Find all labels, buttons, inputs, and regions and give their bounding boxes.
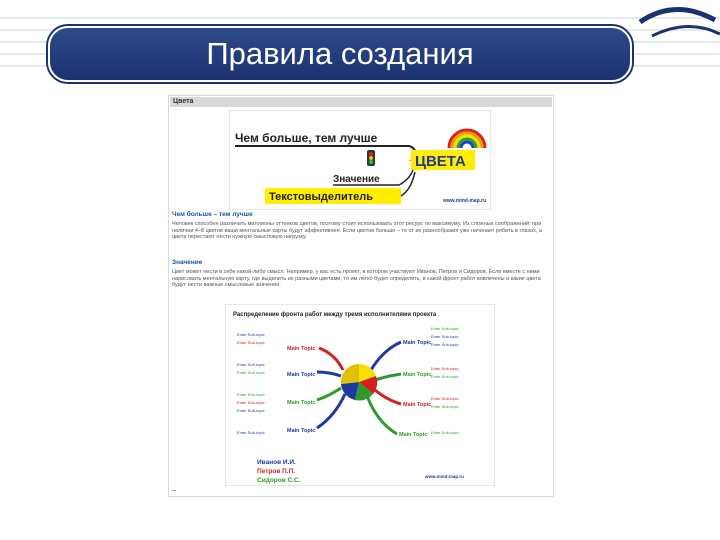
subtopic-r2a: Enter Sub-topic (431, 366, 459, 371)
paragraph-meaning: Цвет может нести в себе какой-либо смысл. Например, у вас есть проект, в котором участвуют Иванов, Петров и Сидоров. Если вместе с ними нарисовать ментальную карту, где выделить их разными цветами, то им легко будет определить, в какой фронт работ вовлечены и какие цвета будут нести важные смысловые значения. (172, 269, 541, 289)
branch-meaning: Значение (333, 174, 380, 185)
figure2-site-link: www.mind-map.ru (425, 474, 464, 479)
title-bar (48, 26, 632, 82)
subtopic-r3a: Enter Sub-topic (431, 396, 459, 401)
swoosh-bottom (652, 26, 720, 36)
subtopic-l4a: Enter Sub-topic (237, 430, 265, 435)
subheading-meaning: Значение (172, 259, 203, 266)
figure1-site-link: www.mind-map.ru (443, 198, 487, 204)
central-topic: ЦВЕТА (415, 153, 466, 170)
main-topic-left-4: Main Topic (287, 428, 316, 434)
figure2-title: Распределение фронта работ между тремя исполнителями проекта (233, 312, 437, 318)
branch-more-better: Чем больше, тем лучше (235, 131, 378, 145)
main-topic-left-2: Main Topic (287, 372, 316, 378)
slide-header (0, 0, 720, 88)
swoosh-top (640, 9, 715, 22)
main-topic-right-3: Main Topic (403, 402, 432, 408)
subtopic-r1b: Enter Sub-topic (431, 334, 459, 339)
main-topic-right-1: Main Topic (403, 340, 432, 346)
paragraph-more-better: Человек способен различать миллионы оттенков цветов, поэтому стоит использовать этот ресурс по максимуму. Из сложных соображений: при наличии 4–8 цветов ваши ментальные карты будут эффективнее. Если цветов больше – то от их разнообразия уже начинает рябить в глазах, а цвета перестают нести нужную смысловую нагрузку. (172, 221, 542, 241)
legend-sidorov: Сидоров С.С. (257, 477, 301, 484)
subtopic-r3b: Enter Sub-topic (431, 404, 459, 409)
subheading-more-better: Чем больше – тем лучше (172, 211, 253, 218)
main-topic-right-4: Main Topic (399, 432, 428, 438)
subtopic-l1b: Enter Sub-topic (237, 340, 265, 345)
subtopic-l2b: Enter Sub-topic (237, 370, 265, 375)
main-topic-right-2: Main Topic (403, 372, 432, 378)
subtopic-r2b: Enter Sub-topic (431, 374, 459, 379)
subtopic-l3a: Enter Sub-topic (237, 392, 265, 397)
colors-mindmap-figure (229, 110, 491, 210)
subtopic-r1a: Enter Sub-topic (431, 326, 459, 331)
workload-mindmap-figure (225, 304, 495, 486)
branch-highlighter: Текстовыделитель (269, 191, 373, 203)
subtopic-l3c: Enter Sub-topic (237, 408, 265, 413)
subtopic-r1c: Enter Sub-topic (431, 342, 459, 347)
legend-ivanov: Иванов И.И. (257, 459, 296, 466)
subtopic-r4a: Enter Sub-topic (431, 430, 459, 435)
legend-petrov: Петров П.П. (257, 468, 296, 475)
main-topic-left-3: Main Topic (287, 400, 316, 406)
pie-chart (341, 364, 377, 400)
document-page (168, 95, 554, 497)
section-header: Цвета (170, 97, 552, 107)
page-footer-mark: – (172, 487, 176, 494)
main-topic-left-1: Main Topic (287, 346, 316, 352)
slide-title: Правила создания (206, 36, 474, 71)
subtopic-l3b: Enter Sub-topic (237, 400, 265, 405)
traffic-light-icon (367, 150, 375, 166)
subtopic-l1a: Enter Sub-topic (237, 332, 265, 337)
subtopic-l2a: Enter Sub-topic (237, 362, 265, 367)
